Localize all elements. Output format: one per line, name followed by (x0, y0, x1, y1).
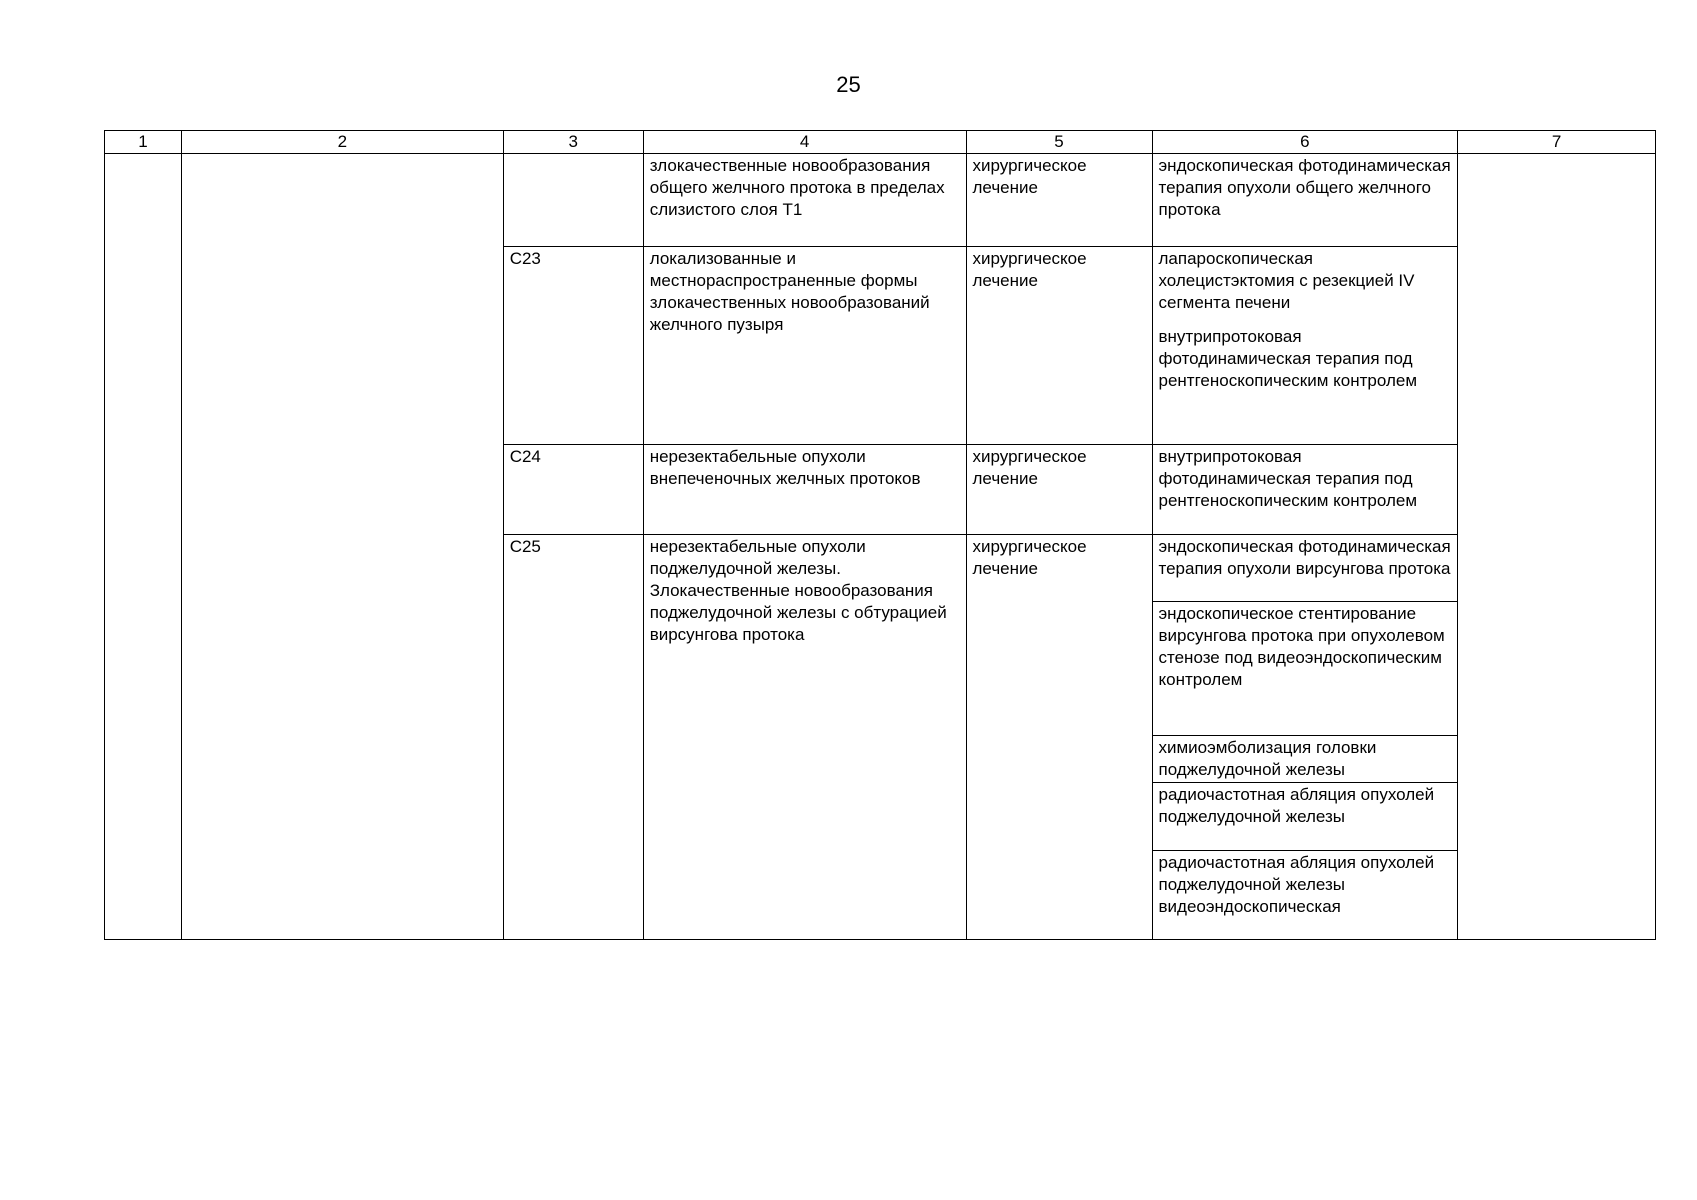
diagnosis-code (503, 154, 643, 247)
treatment-method: эндоскопическое стентирование вирсунгова протока при опухолевом стенозе под видеоэндоскопическим контролем (1152, 602, 1458, 736)
treatment-method: внутрипротоковая фотодинамическая терапия под рентгеноскопическим контролем (1152, 445, 1458, 535)
column-header-4: 4 (643, 131, 966, 154)
diagnosis-code: C24 (503, 445, 643, 535)
diagnosis-code: C25 (503, 535, 643, 940)
table-row (105, 154, 1656, 247)
column-header-6: 6 (1152, 131, 1458, 154)
diagnosis-code: C23 (503, 247, 643, 445)
column-header-2: 2 (181, 131, 503, 154)
treatment-method: эндоскопическая фотодинамическая терапия опухоли вирсунгова протока (1152, 535, 1458, 602)
diagnosis-description: локализованные и местнораспространенные формы злокачественных новообразований желчного пузыря (643, 247, 966, 445)
treatment-method: эндоскопическая фотодинамическая терапия опухоли общего желчного протока (1152, 154, 1458, 247)
page-number: 25 (836, 72, 861, 97)
column-header-3: 3 (503, 131, 643, 154)
treatment-type: хирургическое лечение (966, 535, 1152, 940)
treatment-method: лапароскопическая холецистэктомия с резекцией IV сегмента печени (1158, 249, 1415, 312)
cell-col1 (105, 154, 182, 940)
treatment-type: хирургическое лечение (966, 247, 1152, 445)
medical-care-table (104, 130, 1656, 940)
treatment-type: хирургическое лечение (966, 445, 1152, 535)
diagnosis-description: злокачественные новообразования общего желчного протока в пределах слизистого слоя Т1 (643, 154, 966, 247)
diagnosis-description: нерезектабельные опухоли поджелудочной железы. Злокачественные новообразования поджелудочной железы с обтурацией вирсунгова протока (643, 535, 966, 940)
treatment-method: радиочастотная абляция опухолей поджелудочной железы (1152, 783, 1458, 851)
diagnosis-description: нерезектабельные опухоли внепеченочных желчных протоков (643, 445, 966, 535)
treatment-type: хирургическое лечение (966, 154, 1152, 247)
cell-col2 (181, 154, 503, 940)
treatment-method: радиочастотная абляция опухолей поджелудочной железы видеоэндоскопическая (1152, 851, 1458, 940)
treatment-method: внутрипротоковая фотодинамическая терапия под рентгеноскопическим контролем (1158, 327, 1418, 390)
column-header-1: 1 (105, 131, 182, 154)
column-header-5: 5 (966, 131, 1152, 154)
header-row (105, 131, 1656, 154)
cell-col7 (1458, 154, 1656, 940)
treatment-method: химиоэмболизация головки поджелудочной железы (1152, 736, 1458, 783)
treatment-methods (1152, 247, 1458, 445)
column-header-7: 7 (1458, 131, 1656, 154)
